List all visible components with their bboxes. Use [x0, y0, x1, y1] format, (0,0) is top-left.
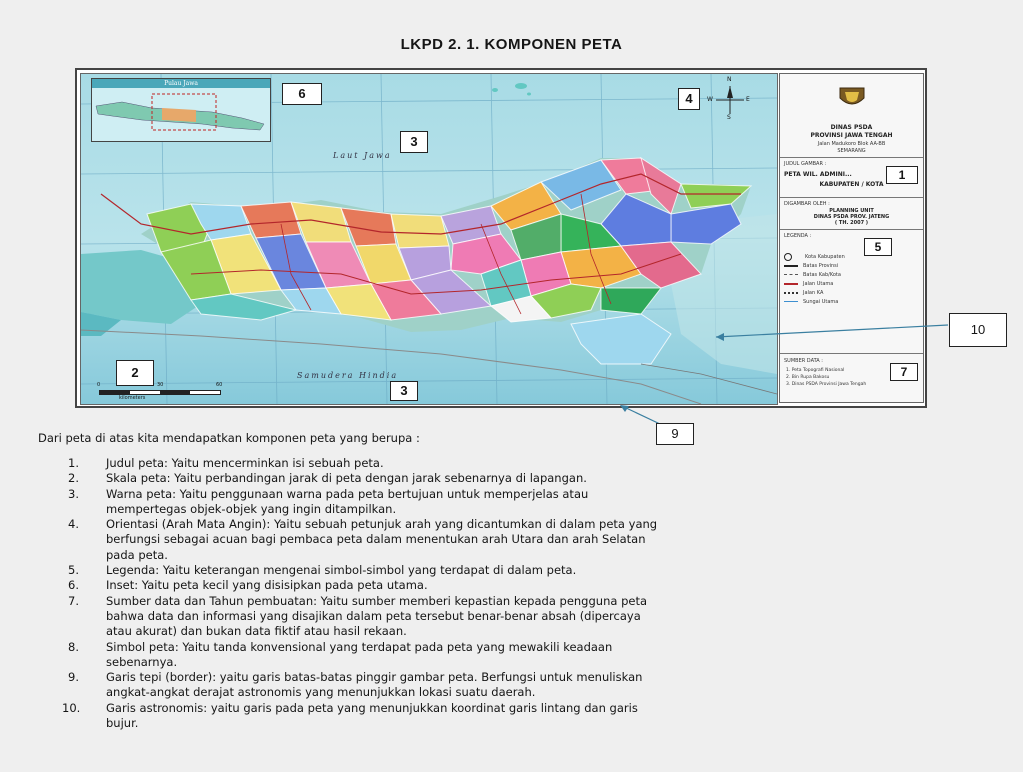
- digambar-line-3: ( TH. 2007 ): [834, 220, 869, 226]
- item-text: Sumber data dan Tahun pembuatan: Yaitu sumber memberi kepastian kepada pengguna peta: [106, 593, 647, 608]
- regency-border-symbol-icon: [784, 274, 798, 275]
- judul-line-1: PETA WIL. ADMINI...: [784, 171, 852, 178]
- marker-5: 5: [864, 238, 892, 256]
- legend-list: [780, 252, 923, 306]
- item-number: 8.: [68, 639, 79, 654]
- province-border-symbol-icon: [784, 265, 798, 267]
- item-text: Legenda: Yaitu keterangan mengenai simbol-simbol yang terdapat di dalam peta.: [106, 563, 577, 578]
- list-item: [62, 640, 942, 671]
- item-number: 3.: [68, 486, 79, 501]
- marker-3-north: 3: [400, 131, 428, 153]
- agency-city: SEMARANG: [837, 148, 866, 154]
- judul-line-2: KABUPATEN / KOTA: [819, 181, 884, 188]
- list-item: [62, 456, 942, 471]
- map-title-section: [780, 158, 923, 198]
- author-section: [780, 198, 923, 230]
- inset-title: Pulau Jawa: [92, 79, 270, 88]
- main-road-symbol-icon: [784, 283, 798, 285]
- legend-item: [780, 288, 923, 297]
- legenda-label: LEGENDA :: [784, 233, 812, 239]
- info-panel: [779, 73, 924, 403]
- marker-2: 2: [116, 360, 154, 386]
- inset-map: [91, 78, 271, 142]
- page-title: LKPD 2. 1. KOMPONEN PETA: [400, 36, 623, 53]
- list-item: [62, 701, 942, 732]
- agency-name-1: DINAS PSDA: [830, 124, 873, 131]
- agency-section: [780, 74, 923, 158]
- agency-name-2: PROVINSI JAWA TENGAH: [810, 132, 893, 139]
- item-text: Orientasi (Arah Mata Angin): Yaitu sebuah petunjuk arah yang dicantumkan di dalam peta yang: [106, 517, 658, 532]
- compass-s: S: [727, 114, 731, 121]
- marker-10: 10: [949, 313, 1007, 347]
- component-list: [62, 456, 942, 731]
- judul-label: JUDUL GAMBAR :: [784, 161, 827, 167]
- legend-label: Jalan Utama: [803, 280, 834, 287]
- sumber-label: SUMBER DATA :: [784, 358, 823, 364]
- digambar-line-1: PLANNING UNIT: [829, 208, 874, 214]
- legend-item: [780, 252, 923, 261]
- legend-item: [780, 297, 923, 306]
- list-item: [62, 487, 942, 518]
- item-number: 1.: [68, 456, 79, 470]
- item-number: 9.: [68, 670, 79, 685]
- legend-label: Sungai Utama: [803, 298, 839, 305]
- province-emblem-icon: [837, 84, 867, 110]
- item-text: bujur.: [106, 716, 139, 731]
- scale-unit: kilometers: [119, 395, 146, 401]
- legend-item: [780, 279, 923, 288]
- item-text: Skala peta: Yaitu perbandingan jarak di peta dengan jarak sebenarnya di lapangan.: [106, 471, 587, 486]
- map-figure: [75, 68, 927, 408]
- river-symbol-icon: [784, 301, 798, 302]
- source-section: [780, 354, 923, 402]
- compass-n: N: [727, 76, 732, 83]
- marker-4: 4: [678, 88, 700, 110]
- item-number: 10.: [62, 700, 81, 715]
- railway-symbol-icon: [784, 292, 798, 294]
- scale-bar: [97, 382, 229, 402]
- item-number: 4.: [68, 517, 79, 532]
- list-item: [62, 578, 942, 593]
- legend-item: [780, 261, 923, 270]
- item-number: 2.: [68, 471, 79, 486]
- legend-label: Batas Kab/Kota: [803, 271, 841, 278]
- item-text: atau akurat) dan bukan data fiktif atau hasil rekaan.: [106, 624, 407, 639]
- legend-section: [780, 230, 923, 354]
- item-text: angkat-angkat derajat astronomis yang menunjukkan lokasi suatu daerah.: [106, 685, 536, 700]
- arrow-to-border: [622, 406, 660, 424]
- island: [492, 88, 498, 92]
- item-text: Warna peta: Yaitu penggunaan warna pada peta bertujuan untuk memperjelas atau: [106, 486, 589, 501]
- item-text: pada peta.: [106, 547, 168, 562]
- item-text: mempertegas objek-objek yang ingin ditampilkan.: [106, 501, 397, 516]
- item-text: Judul peta: Yaitu mencerminkan isi sebuah peta.: [106, 456, 384, 470]
- item-number: 7.: [68, 593, 79, 608]
- legend-label: Jalan KA: [803, 289, 824, 296]
- digambar-label: DIGAMBAR OLEH :: [784, 201, 830, 207]
- legend-label: Kota Kabupaten: [805, 253, 845, 260]
- item-number: 6.: [68, 578, 79, 593]
- marker-3-south: 3: [390, 381, 418, 401]
- compass-rose: [705, 76, 755, 121]
- marker-7: 7: [890, 363, 918, 381]
- scale-tick-0: 0: [97, 382, 101, 388]
- digambar-line-2: DINAS PSDA PROV. JATENG: [813, 214, 890, 220]
- list-item: [62, 563, 942, 578]
- agency-address: Jalan Madukoro Blok AA-BB: [817, 141, 886, 147]
- inset-java-shape: [92, 88, 270, 141]
- sea-label-south: Samudera Hindia: [297, 371, 399, 380]
- sumber-item-2: 2. Bin Rupa Bakosu: [786, 375, 830, 380]
- legend-item: [780, 270, 923, 279]
- marker-6: 6: [282, 83, 322, 105]
- marker-9: 9: [656, 423, 694, 445]
- island: [527, 93, 531, 96]
- intro-text: Dari peta di atas kita mendapatkan komponen peta yang berupa :: [38, 431, 420, 445]
- compass-w: W: [707, 96, 713, 103]
- city-symbol-icon: [784, 253, 792, 261]
- main-map: [80, 73, 778, 405]
- item-text: bahwa data dan informasi yang disajikan dalam peta tersebut benar-benar absah (dipercaya: [106, 608, 641, 623]
- item-text: sebenarnya.: [106, 654, 178, 669]
- item-text: Garis tepi (border): yaitu garis batas-batas pinggir gambar peta. Berfungsi untuk menuliskan: [106, 670, 643, 685]
- item-text: Garis astronomis: yaitu garis pada peta yang menunjukkan koordinat garis lintang dan garis: [106, 700, 638, 715]
- list-item: [62, 594, 942, 640]
- list-item: [62, 517, 942, 563]
- item-text: Simbol peta: Yaitu tanda konvensional yang terdapat pada peta yang mewakili keadaan: [106, 639, 613, 654]
- marker-1: 1: [886, 166, 918, 184]
- scale-tick-2: 60: [216, 382, 223, 388]
- sumber-item-3: 3. Dinas PSDA Provinsi Jawa Tengah: [786, 382, 867, 387]
- sea-label-north: Laut Jawa: [333, 151, 392, 160]
- sumber-item-1: 1. Peta Topografi Nasional: [786, 368, 845, 373]
- list-item: [62, 670, 942, 701]
- list-item: [62, 471, 942, 486]
- legend-label: Batas Provinsi: [803, 262, 839, 269]
- scale-tick-1: 30: [157, 382, 164, 388]
- item-number: 5.: [68, 563, 79, 578]
- compass-e: E: [746, 96, 750, 103]
- island: [515, 83, 527, 89]
- item-text: berfungsi sebagai acuan bagi pembaca peta dalam menentukan arah Utara dan arah Selatan: [106, 532, 646, 547]
- item-text: Inset: Yaitu peta kecil yang disisipkan pada peta utama.: [106, 578, 428, 593]
